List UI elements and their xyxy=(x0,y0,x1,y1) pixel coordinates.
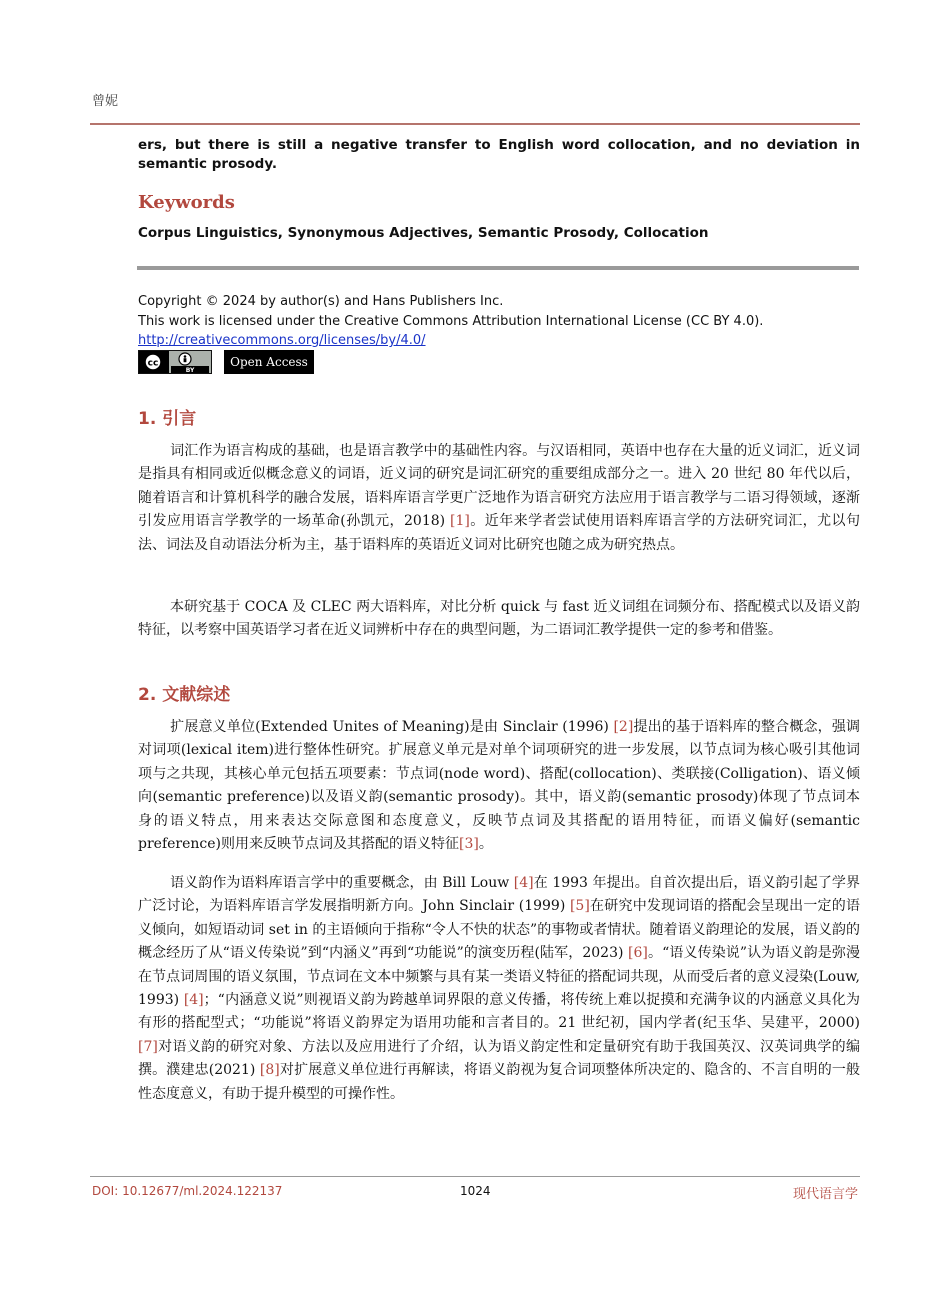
section-2-paragraph-1: 扩展意义单位(Extended Unites of Meaning)是由 Sinclair (1996) [2]提出的基于语料库的整合概念，强调对词项(lexical item)进行整体性研究。扩展意义单元是对单个词项研究的进一步发展，以节点词为核心吸引其他词项与之共现，其核心单元包括五项要素：节点词(node word)、搭配(collocation)、类联接(Colligation)、语义倾向(semantic preference)以及语义韵(semantic prosody)。其中，语义韵(semantic prosody)体现了节点词本身的语义特点，用来表达交际意图和态度意义，反映节点词及其搭配的语用特征，而语义偏好(semantic preference)则用来反映节点词及其搭配的语义特征[3]。 xyxy=(138,719,860,853)
keywords-list: Corpus Linguistics, Synonymous Adjectives, Semantic Prosody, Collocation xyxy=(138,225,709,241)
footer-doi[interactable]: DOI: 10.12677/ml.2024.122137 xyxy=(92,1184,283,1198)
citation-link[interactable]: [8] xyxy=(259,1062,280,1079)
footer-divider xyxy=(90,1176,860,1177)
cc-icon-label: cc xyxy=(147,358,159,369)
section-divider xyxy=(137,266,859,270)
header-divider xyxy=(90,123,860,125)
citation-link[interactable]: [7] xyxy=(138,1038,158,1055)
copyright-block xyxy=(138,292,763,351)
running-header-author: 曾妮 xyxy=(92,94,119,109)
copyright-line: Copyright © 2024 by author(s) and Hans Publishers Inc. xyxy=(138,294,504,309)
cc-by-license-badge[interactable] xyxy=(138,350,212,374)
citation-link[interactable]: [2] xyxy=(613,719,634,735)
section-1-paragraph-2: 本研究基于 COCA 及 CLEC 两大语料库，对比分析 quick 与 fast 近义词组在词频分布、搭配模式以及语义韵特征，以考察中国英语学习者在近义词辨析中存在的典型问题，为二语词汇教学提供一定的参考和借鉴。 xyxy=(138,599,860,639)
section-2-paragraph-2: 语义韵作为语料库语言学中的重要概念，由 Bill Louw [4]在 1993 年提出。自首次提出后，语义韵引起了学界广泛讨论，为语料库语言学发展指明新方向。John Sinclair (1999) [5]在研究中发现词语的搭配会呈现出一定的语义倾向，如短语动词 set in 的主语倾向于指称“令人不快的状态”的事物或者情状。随着语义韵理论的发展，语义韵的概念经历了从“语义传染说”到“内涵义”再到“功能说”的演变历程(陆军，2023) [6]。“语义传染说”认为语义韵是弥漫在节点词周围的语义氛围，节点词在文本中频繁与具有某一类语义特征的搭配词共现，从而受后者的意义浸染(Louw, 1993) [4]；“内涵意义说”则视语义韵为跨越单词界限的意义传播，将传统上难以捉摸和充满争议的内涵意义具化为有形的搭配型式；“功能说”将语义韵界定为语用功能和言者目的。21 世纪初，国内学者(纪玉华、吴建平，2000) [7]对语义韵的研究对象、方法以及应用进行了介绍，认为语义韵定性和定量研究有助于我国英汉、汉英词典学的编撰。濮建忠(2021) [8]对扩展意义单位进行再解读，将语义韵视为复合词项整体所决定的、隐含的、不言自明的一般性态度意义，有助于提升模型的可操作性。 xyxy=(138,875,861,1102)
citation-link[interactable]: [5] xyxy=(569,898,590,915)
citation-link[interactable]: [1] xyxy=(450,513,470,530)
citation-link[interactable]: [4] xyxy=(513,875,534,891)
open-access-badge: Open Access xyxy=(224,350,314,374)
journal-name: 现代语言学 xyxy=(792,1187,858,1202)
page-number: 1024 xyxy=(460,1184,491,1198)
section-2-heading: 2. 文献综述 xyxy=(138,685,231,705)
license-link[interactable]: http://creativecommons.org/licenses/by/4.0/ xyxy=(138,333,426,348)
citation-link[interactable]: [4] xyxy=(183,992,204,1009)
by-label: BY xyxy=(185,367,195,373)
license-line: This work is licensed under the Creative Commons Attribution International License (CC BY 4.0). xyxy=(138,313,764,329)
keywords-heading: Keywords xyxy=(138,192,235,213)
section-1-paragraph-1: 词汇作为语言构成的基础，也是语言教学中的基础性内容。与汉语相同，英语中也存在大量的近义词汇，近义词是指具有相同或近似概念意义的词语，近义词的研究是词汇研究的重要组成部分之一。进入 20 世纪 80 年代以后，随着语言和计算机科学的融合发展，语料库语言学更广泛地作为语言研究方法应用于语言教学与二语习得领域，逐渐引发应用语言学教学的一场革命(孙凯元，2018) [1]。近年来学者尝试使用语料库语言学的方法研究词汇，尤以句法、词法及自动语法分析为主，基于语料库的英语近义词对比研究也随之成为研究热点。 xyxy=(138,443,860,553)
citation-link[interactable]: [3] xyxy=(459,836,479,853)
citation-link[interactable]: [6] xyxy=(628,945,648,962)
section-1-heading: 1. 引言 xyxy=(138,409,197,429)
abstract-continuation: ers, but there is still a negative transfer to English word collocation, and no deviation in semantic prosody. xyxy=(138,137,860,172)
